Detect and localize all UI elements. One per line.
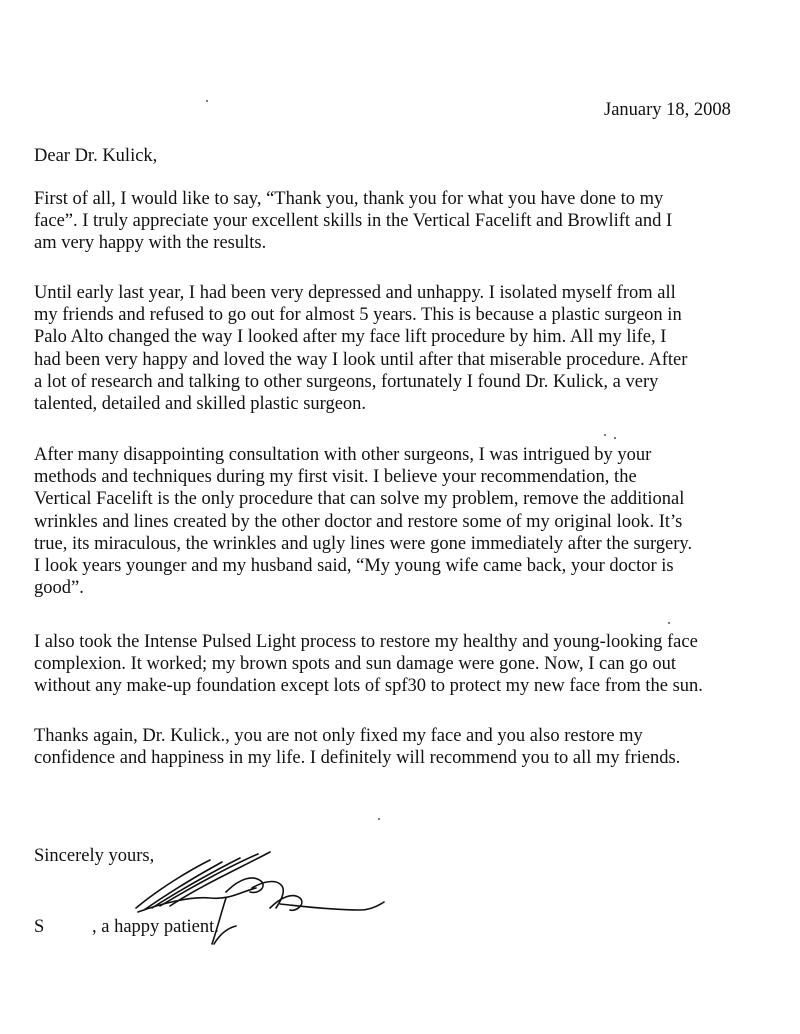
paragraph-line: methods and techniques during my first visit. I believe your recommendation, the <box>34 467 637 488</box>
paragraph-4 <box>34 631 794 698</box>
paragraph-line: had been very happy and loved the way I look until after that miserable procedure. After <box>34 349 688 370</box>
paragraph-5 <box>34 725 794 769</box>
paragraph-line: talented, detailed and skilled plastic surgeon. <box>34 394 367 415</box>
paragraph-line: First of all, I would like to say, “Thank you, thank you for what you have done to my <box>34 189 664 209</box>
paragraph-3 <box>34 444 794 599</box>
paragraph-line: Vertical Facelift is the only procedure that can solve my problem, remove the additional <box>34 489 685 510</box>
paragraph-line: good”. <box>34 578 84 599</box>
paragraph-line: After many disappointing consultation with other surgeons, I was intrigued by your <box>34 445 652 465</box>
paragraph-line: Thanks again, Dr. Kulick., you are not only fixed my face and you also restore my <box>34 726 643 746</box>
letter-date: January 18, 2008 <box>604 100 731 120</box>
salutation: Dear Dr. Kulick, <box>34 146 158 166</box>
scan-speck <box>614 437 616 439</box>
paragraph-line: without any make-up foundation except lots of spf30 to protect my new face from the sun. <box>34 676 703 697</box>
closing: Sincerely yours, <box>34 846 155 866</box>
paragraph-line: a lot of research and talking to other surgeons, fortunately I found Dr. Kulick, a very <box>34 371 659 392</box>
paragraph-line: complexion. It worked; my brown spots and sun damage were gone. Now, I can go out <box>34 654 677 675</box>
paragraph-line: face”. I truly appreciate your excellent skills in the Vertical Facelift and Browlift and I <box>34 211 673 232</box>
paragraph-line: I also took the Intense Pulsed Light process to restore my healthy and young-looking face <box>34 632 698 652</box>
paragraph-line: my friends and refused to go out for almost 5 years. This is because a plastic surgeon in <box>34 305 682 326</box>
paragraph-line: wrinkles and lines created by the other doctor and restore some of my original look. It’s <box>34 511 683 532</box>
handwritten-signature <box>130 848 390 958</box>
scan-speck <box>604 434 606 436</box>
paragraph-1 <box>34 188 794 255</box>
paragraph-line: am very happy with the results. <box>34 233 267 254</box>
signoff-text: , a happy patient. <box>92 917 219 937</box>
scan-speck <box>206 100 208 102</box>
paragraph-line: Until early last year, I had been very depressed and unhappy. I isolated myself from all <box>34 283 676 303</box>
paragraph-line: Palo Alto changed the way I looked after my face lift procedure by him. All my life, I <box>34 327 667 348</box>
scan-speck <box>668 622 670 624</box>
paragraph-line: I look years younger and my husband said, “My young wife came back, your doctor is <box>34 556 674 577</box>
scan-speck <box>378 818 380 820</box>
paragraph-line: true, its miraculous, the wrinkles and ugly lines were gone immediately after the surgery. <box>34 533 693 554</box>
paragraph-2 <box>34 282 794 415</box>
paragraph-line: confidence and happiness in my life. I definitely will recommend you to all my friends. <box>34 748 681 769</box>
signoff-initial: S <box>34 917 45 937</box>
